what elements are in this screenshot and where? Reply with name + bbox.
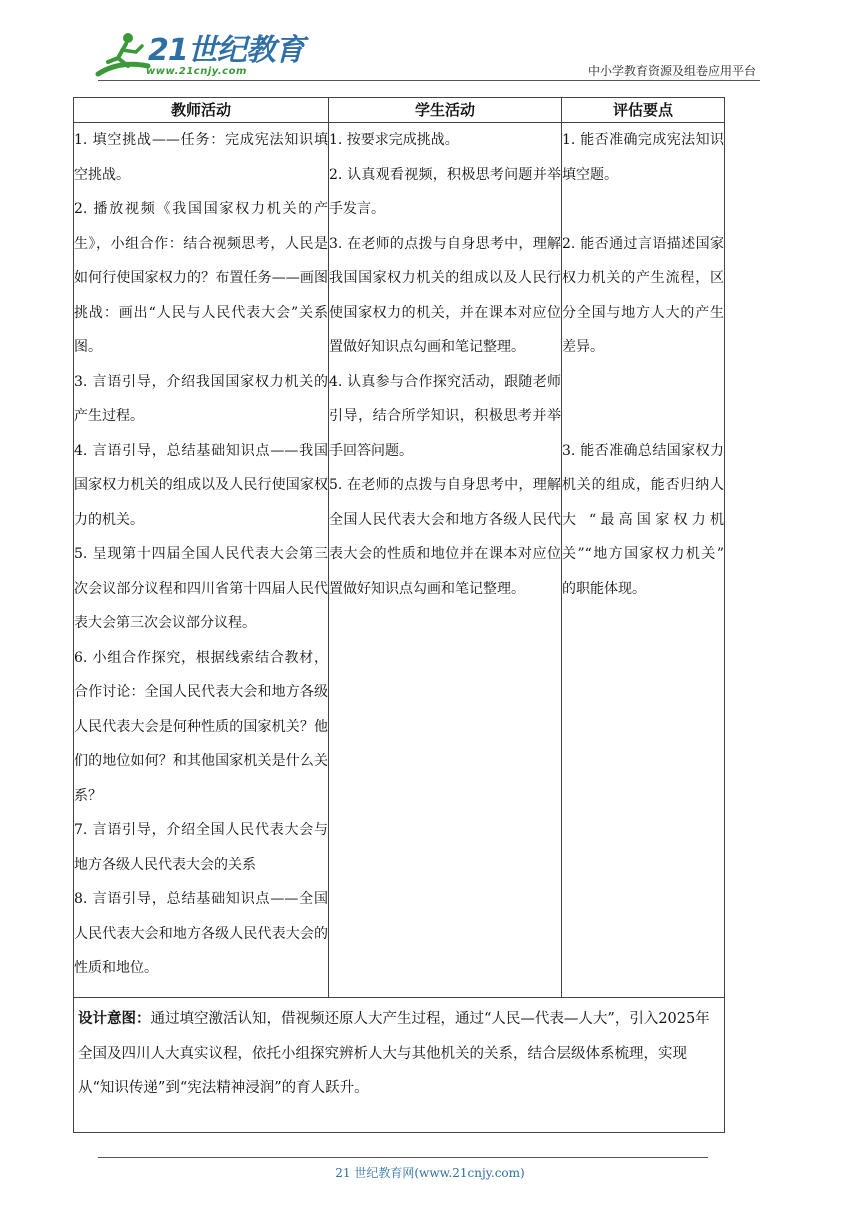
teacher-item: 8. 言语引导，总结基础知识点——全国人民代表大会和地方各级人民代表大会的性质和地位。 [74, 891, 328, 976]
student-activity-cell [329, 123, 562, 998]
teacher-item: 1. 填空挑战——任务：完成宪法知识填空挑战。 [74, 132, 328, 183]
design-intent-cell [74, 998, 725, 1133]
design-intent-label: 设计意图： [78, 1011, 151, 1027]
activity-row [74, 123, 725, 998]
student-item: 3. 在老师的点拨与自身思考中，理解我国国家权力机关的组成以及人民行使国家权力的机关，并在课本对应位置做好知识点勾画和笔记整理。 [329, 235, 561, 355]
header-divider [98, 80, 760, 81]
lesson-activity-table [73, 97, 725, 1133]
header-teacher-activity: 教师活动 [74, 98, 329, 123]
evaluation-item: 1. 能否准确完成宪法知识填空题。 [562, 132, 724, 183]
runner-logo-icon [92, 30, 152, 80]
teacher-item: 6. 小组合作探究，根据线索结合教材，合作讨论：全国人民代表大会和地方各级人民代表大会是何种性质的国家机关？他们的地位如何？和其他国家机关是什么关系？ [74, 649, 328, 804]
teacher-item: 7. 言语引导，介绍全国人民代表大会与地方各级人民代表大会的关系 [74, 822, 328, 873]
evaluation-cell [562, 123, 725, 998]
footer-link[interactable]: 21 世纪教育网(www.21cnjy.com) [335, 1166, 525, 1180]
teacher-item: 2. 播放视频《我国国家权力机关的产生》，小组合作：结合视频思考，人民是如何行使国家权力的？布置任务——画图挑战：画出“人民与人民代表大会”关系图。 [74, 201, 328, 355]
design-intent-row [74, 998, 725, 1133]
teacher-item: 3. 言语引导，介绍我国国家权力机关的产生过程。 [74, 373, 328, 424]
student-item: 4. 认真参与合作探究活动，跟随老师引导，结合所学知识，积极思考并举手回答问题。 [329, 373, 561, 459]
platform-name: 中小学教育资源及组卷应用平台 [587, 64, 756, 78]
logo-text: 21世纪教育 [148, 33, 304, 68]
evaluation-item: 2. 能否通过言语描述国家权力机关的产生流程，区分全国与地方人大的产生差异。 [562, 235, 724, 355]
header-evaluation-points: 评估要点 [562, 98, 725, 123]
teacher-activity-cell [74, 123, 329, 998]
footer-divider [98, 1157, 708, 1158]
header-student-activity: 学生活动 [329, 98, 562, 123]
student-item: 2. 认真观看视频，积极思考问题并举手发言。 [329, 166, 561, 217]
teacher-item: 4. 言语引导，总结基础知识点——我国国家权力机关的组成以及人民行使国家权力的机关。 [74, 442, 328, 528]
design-intent-text: 通过填空激活认知，借视频还原人大产生过程，通过“人民—代表—人大”，引入2025年全国及四川人大真实议程，依托小组探究辨析人大与其他机关的关系，结合层级体系梳理，实现从“知识传递”到“宪法精神浸润”的育人跃升。 [78, 1011, 710, 1096]
student-item: 5. 在老师的点拨与自身思考中，理解全国人民代表大会和地方各级人民代表大会的性质和地位并在课本对应位置做好知识点勾画和笔记整理。 [329, 477, 561, 597]
logo-url: www.21cnjy.com [146, 66, 247, 77]
evaluation-item: 3. 能否准确总结国家权力机关的组成，能否归纳人大 “最高国家权力机关”“地方国家权力机关” 的职能体现。 [562, 442, 724, 597]
student-item: 1. 按要求完成挑战。 [329, 132, 459, 148]
table-header-row [74, 98, 725, 123]
teacher-item: 5. 呈现第十四届全国人民代表大会第三次会议部分议程和四川省第十四届人民代表大会第三次会议部分议程。 [74, 546, 328, 631]
